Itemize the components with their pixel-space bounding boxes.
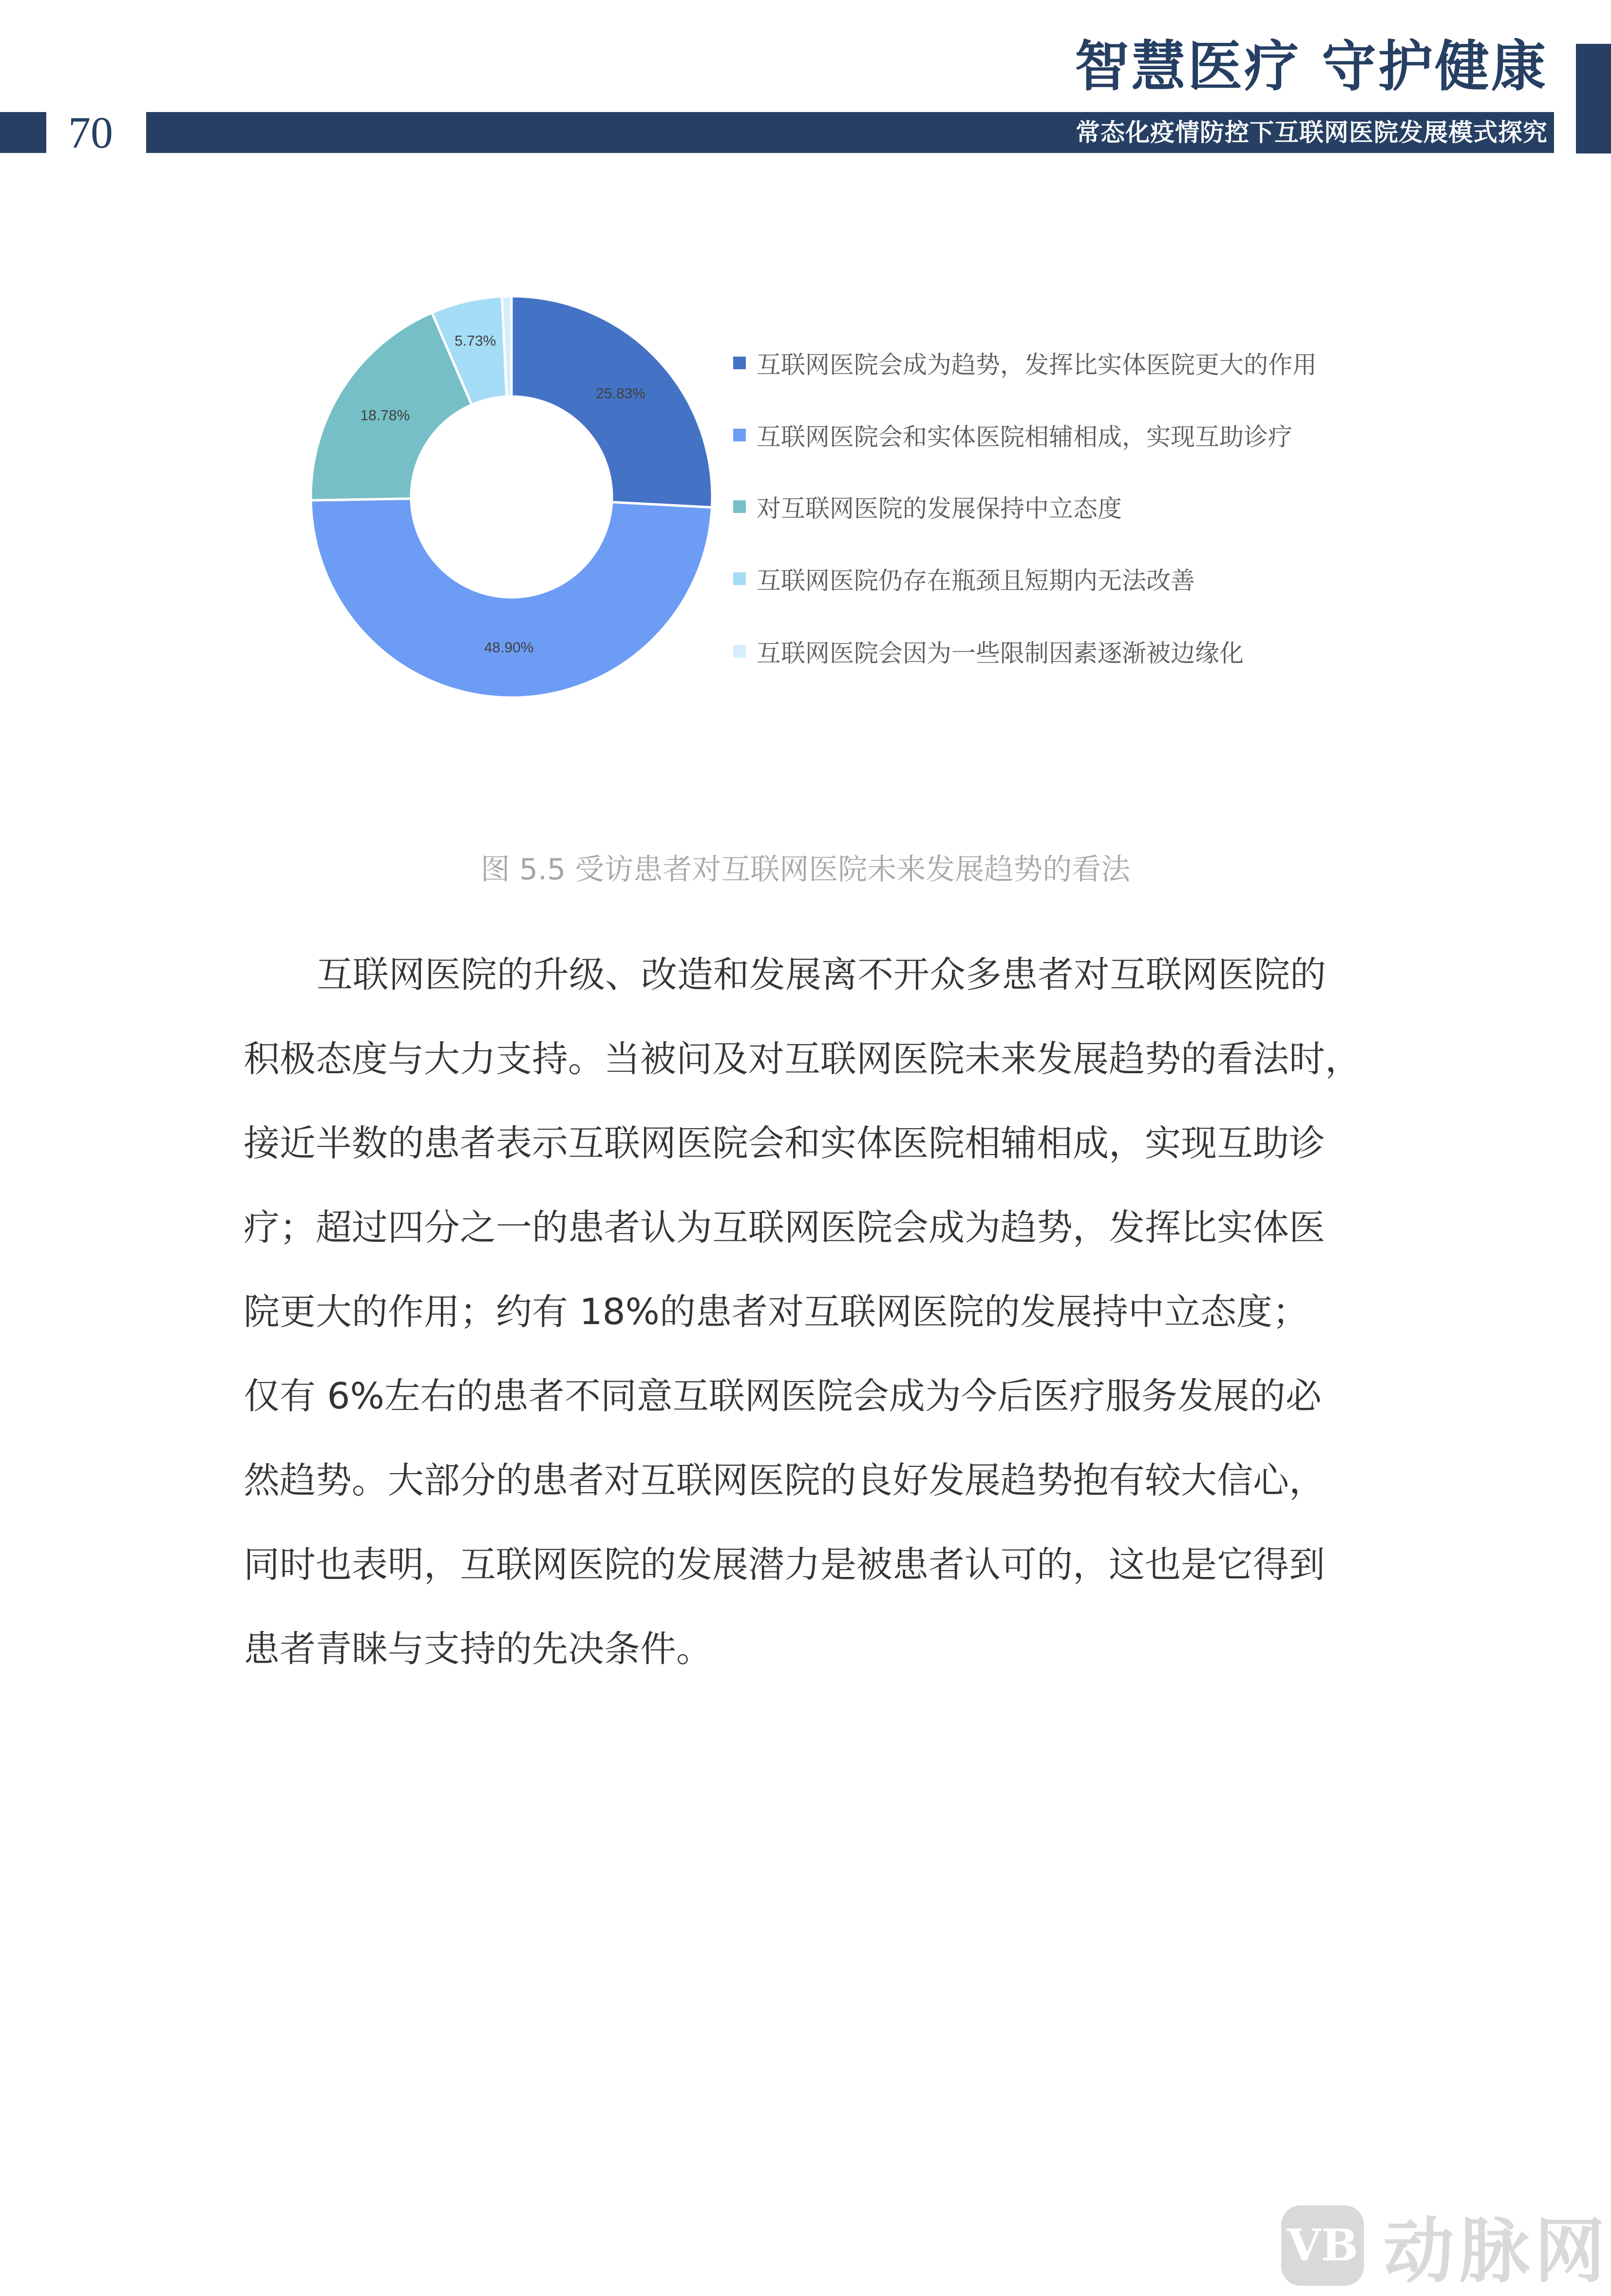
header-subtitle: 常态化疫情防控下互联网医院发展模式探究 (1076, 118, 1548, 147)
data-label: 25.83% (596, 385, 645, 402)
body-line: 同时也表明，互联网医院的发展潜力是被患者认可的，这也是它得到 (244, 1544, 1325, 1586)
page-number: 70 (68, 108, 113, 157)
body-line: 然趋势。大部分的患者对互联网医院的良好发展趋势抱有较大信心， (244, 1460, 1325, 1501)
donut-chart (292, 283, 731, 721)
figure-caption: 图 5.5 受访患者对互联网医院未来发展趋势的看法 (480, 853, 1131, 887)
watermark-logo (1281, 2195, 1610, 2296)
legend-item (733, 490, 1122, 524)
legend-item (733, 634, 1244, 668)
legend-swatch (733, 572, 746, 585)
legend-item (733, 418, 1292, 452)
body-line: 院更大的作用；约有 18%的患者对互联网医院的发展持中立态度； (244, 1291, 1308, 1333)
legend-swatch (733, 429, 746, 441)
body-line: 疗；超过四分之一的患者认为互联网医院会成为趋势，发挥比实体医 (244, 1207, 1325, 1249)
header-left-accent (0, 112, 46, 153)
body-paragraph (244, 933, 1379, 1691)
body-line: 患者青睐与支持的先决条件。 (244, 1628, 712, 1670)
data-label: 18.78% (360, 407, 410, 424)
legend-label: 互联网医院会和实体医院相辅相成，实现互助诊疗 (757, 423, 1292, 451)
legend-swatch (733, 645, 746, 658)
body-line: 积极态度与大力支持。当被问及对互联网医院未来发展趋势的看法时， (244, 1038, 1361, 1080)
watermark-badge: VB (1281, 2205, 1364, 2286)
data-label: 5.73% (455, 333, 496, 349)
legend-label: 对互联网医院的发展保持中立态度 (757, 494, 1122, 523)
legend-label: 互联网医院会因为一些限制因素逐渐被边缘化 (757, 639, 1244, 667)
legend-item (733, 346, 1317, 380)
donut-slice (512, 296, 712, 507)
legend-item (733, 562, 1195, 596)
body-line: 接近半数的患者表示互联网医院会和实体医院相辅相成，实现互助诊 (244, 1122, 1325, 1164)
header-right-accent (1576, 44, 1611, 153)
legend-label: 互联网医院会成为趋势，发挥比实体医院更大的作用 (757, 351, 1317, 379)
body-line: 互联网医院的升级、改造和发展离不开众多患者对互联网医院的 (317, 954, 1326, 996)
donut-slice (311, 498, 712, 698)
legend-swatch (733, 357, 746, 369)
watermark-text: 动脉网 (1384, 2210, 1610, 2293)
legend-swatch (733, 500, 746, 513)
header-title: 智慧医疗 守护健康 (1075, 35, 1548, 98)
legend-label: 互联网医院仍存在瓶颈且短期内无法改善 (757, 567, 1195, 595)
data-label: 48.90% (484, 639, 534, 656)
body-line: 仅有 6%左右的患者不同意互联网医院会成为今后医疗服务发展的必 (244, 1375, 1322, 1417)
